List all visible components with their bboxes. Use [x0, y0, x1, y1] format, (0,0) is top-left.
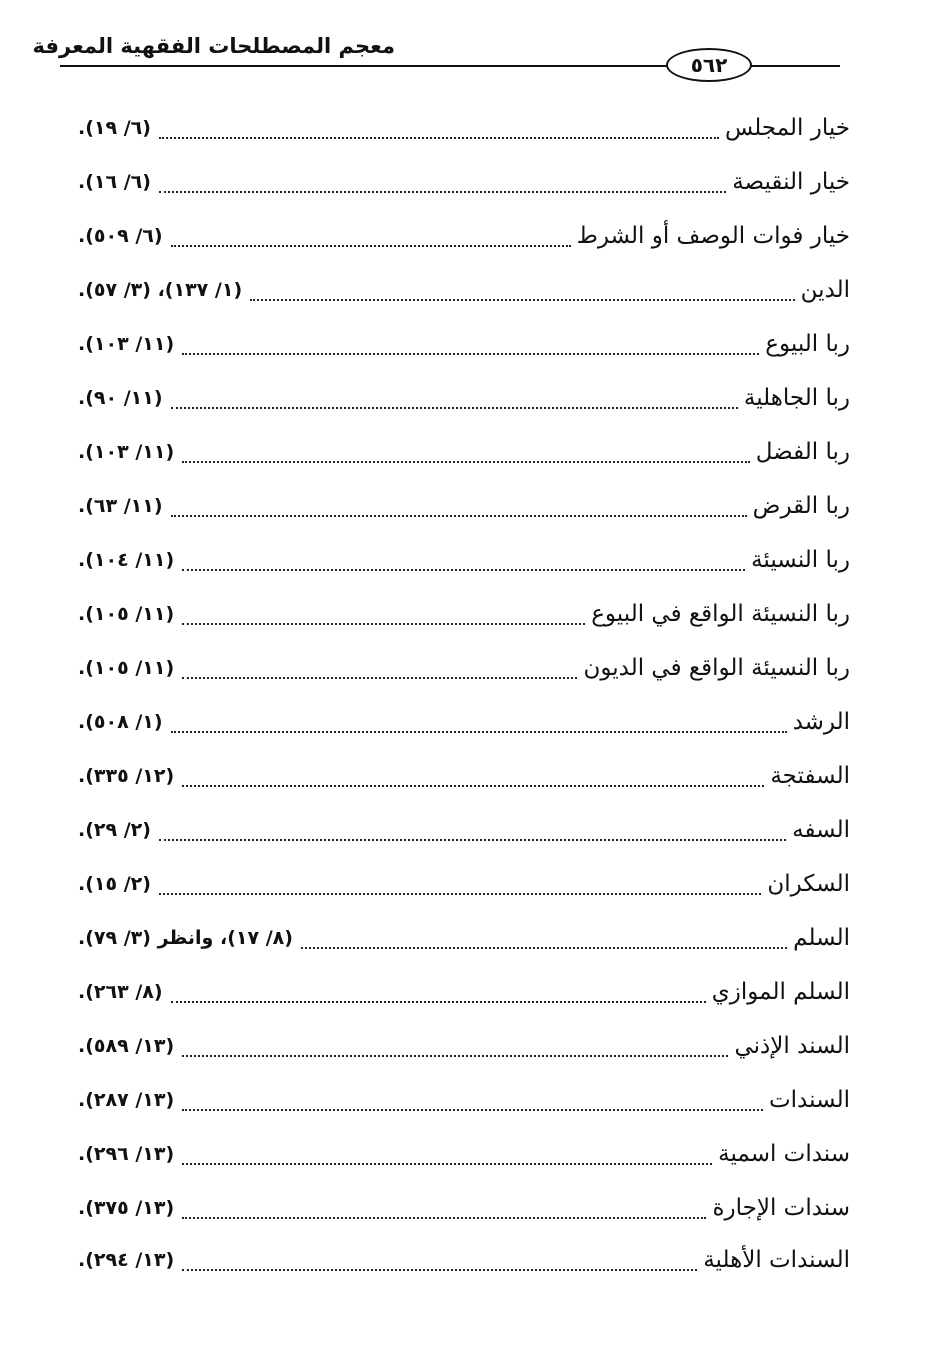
page-number: ٥٦٢ [690, 53, 728, 77]
entry-term: خيار فوات الوصف أو الشرط [576, 223, 850, 249]
dot-leader [182, 1217, 706, 1219]
entry-reference: (١/ ٥٠٨). [78, 711, 163, 733]
index-entry [78, 378, 850, 418]
index-entry [78, 648, 850, 688]
index-entry [78, 594, 850, 634]
index-entry [78, 432, 850, 472]
dot-leader [182, 785, 764, 787]
entry-term: السفتجة [770, 763, 850, 789]
dot-leader [159, 893, 761, 895]
index-entry [78, 108, 850, 148]
dot-leader [171, 407, 738, 409]
dot-leader [182, 623, 585, 625]
dot-leader [301, 947, 787, 949]
dot-leader [250, 299, 794, 301]
dot-leader [182, 1109, 763, 1111]
entry-term: السندات الأهلية [703, 1247, 850, 1273]
entry-term: سندات اسمية [718, 1141, 850, 1167]
index-entry [78, 162, 850, 202]
dot-leader [182, 677, 577, 679]
book-title: معجم المصطلحات الفقهية المعرفة [32, 34, 395, 58]
index-entry [78, 270, 850, 310]
entry-reference: (٨/ ١٧)، وانظر (٣/ ٧٩). [78, 927, 293, 949]
index-entry [78, 324, 850, 364]
entry-reference: (١٢/ ٣٣٥). [78, 765, 175, 787]
entry-reference: (١١/ ٩٠). [78, 387, 163, 409]
entry-term: السندات [769, 1087, 850, 1113]
index-entry [78, 1134, 850, 1174]
entry-reference: (١١/ ١٠٤). [78, 549, 175, 571]
entry-term: ربا النسيئة الواقع في البيوع [591, 601, 850, 627]
dot-leader [171, 731, 787, 733]
entry-term: خيار المجلس [724, 115, 850, 141]
entry-term: السلم الموازي [711, 979, 850, 1005]
dot-leader [182, 1269, 697, 1271]
index-entry [78, 1188, 850, 1228]
dot-leader [182, 461, 750, 463]
entry-term: ربا القرض [752, 493, 850, 519]
entry-term: السلم [793, 925, 850, 951]
index-entry [78, 918, 850, 958]
entry-term: السكران [767, 871, 850, 897]
entry-term: ربا الجاهلية [743, 385, 850, 411]
entry-term: الرشد [792, 709, 850, 735]
index-entry [78, 756, 850, 796]
entry-reference: (٦/ ٥٠٩). [78, 225, 163, 247]
dot-leader [171, 1001, 706, 1003]
entry-reference: (١٣/ ٢٨٧). [78, 1089, 175, 1111]
index-entry [78, 702, 850, 742]
dot-leader [182, 1055, 728, 1057]
entry-reference: (٦/ ١٩). [78, 117, 151, 139]
entry-term: ربا الفضل [755, 439, 850, 465]
entry-term: ربا البيوع [765, 331, 850, 357]
entry-reference: (١/ ١٣٧)، (٣/ ٥٧). [78, 279, 243, 301]
entry-reference: (١٣/ ٥٨٩). [78, 1035, 175, 1057]
dot-leader [182, 353, 759, 355]
entry-term: ربا النسيئة [751, 547, 850, 573]
entry-reference: (٢/ ١٥). [78, 873, 151, 895]
dot-leader [171, 245, 571, 247]
entry-reference: (١٣/ ٢٩٦). [78, 1143, 175, 1165]
index-entry [78, 216, 850, 256]
index-entry [78, 1026, 850, 1066]
entry-reference: (١١/ ١٠٥). [78, 603, 175, 625]
entry-term: السفه [792, 817, 850, 843]
entry-term: خيار النقيصة [732, 169, 850, 195]
entry-reference: (١٣/ ٣٧٥). [78, 1197, 175, 1219]
entry-reference: (١٣/ ٢٩٤). [78, 1249, 175, 1271]
index-entry [78, 540, 850, 580]
index-entry [78, 486, 850, 526]
dot-leader [159, 137, 719, 139]
index-entry [78, 864, 850, 904]
dot-leader [171, 515, 747, 517]
dot-leader [182, 1163, 712, 1165]
index-entry [78, 1080, 850, 1120]
entry-term: السند الإذني [734, 1033, 850, 1059]
entry-term: سندات الإجارة [712, 1195, 850, 1221]
entry-term: ربا النسيئة الواقع في الديون [583, 655, 850, 681]
dot-leader [182, 569, 745, 571]
entry-reference: (٦/ ١٦). [78, 171, 151, 193]
entry-reference: (١١/ ١٠٣). [78, 441, 175, 463]
index-entry [78, 972, 850, 1012]
entry-reference: (١١/ ١٠٣). [78, 333, 175, 355]
entry-reference: (١١/ ٦٣). [78, 495, 163, 517]
dot-leader [159, 191, 726, 193]
entry-reference: (٢/ ٢٩). [78, 819, 151, 841]
index-entry [78, 1240, 850, 1280]
entry-reference: (١١/ ١٠٥). [78, 657, 175, 679]
entry-reference: (٨/ ٢٦٣). [78, 981, 163, 1003]
dot-leader [159, 839, 786, 841]
entry-term: الدين [800, 277, 850, 303]
index-entry [78, 810, 850, 850]
